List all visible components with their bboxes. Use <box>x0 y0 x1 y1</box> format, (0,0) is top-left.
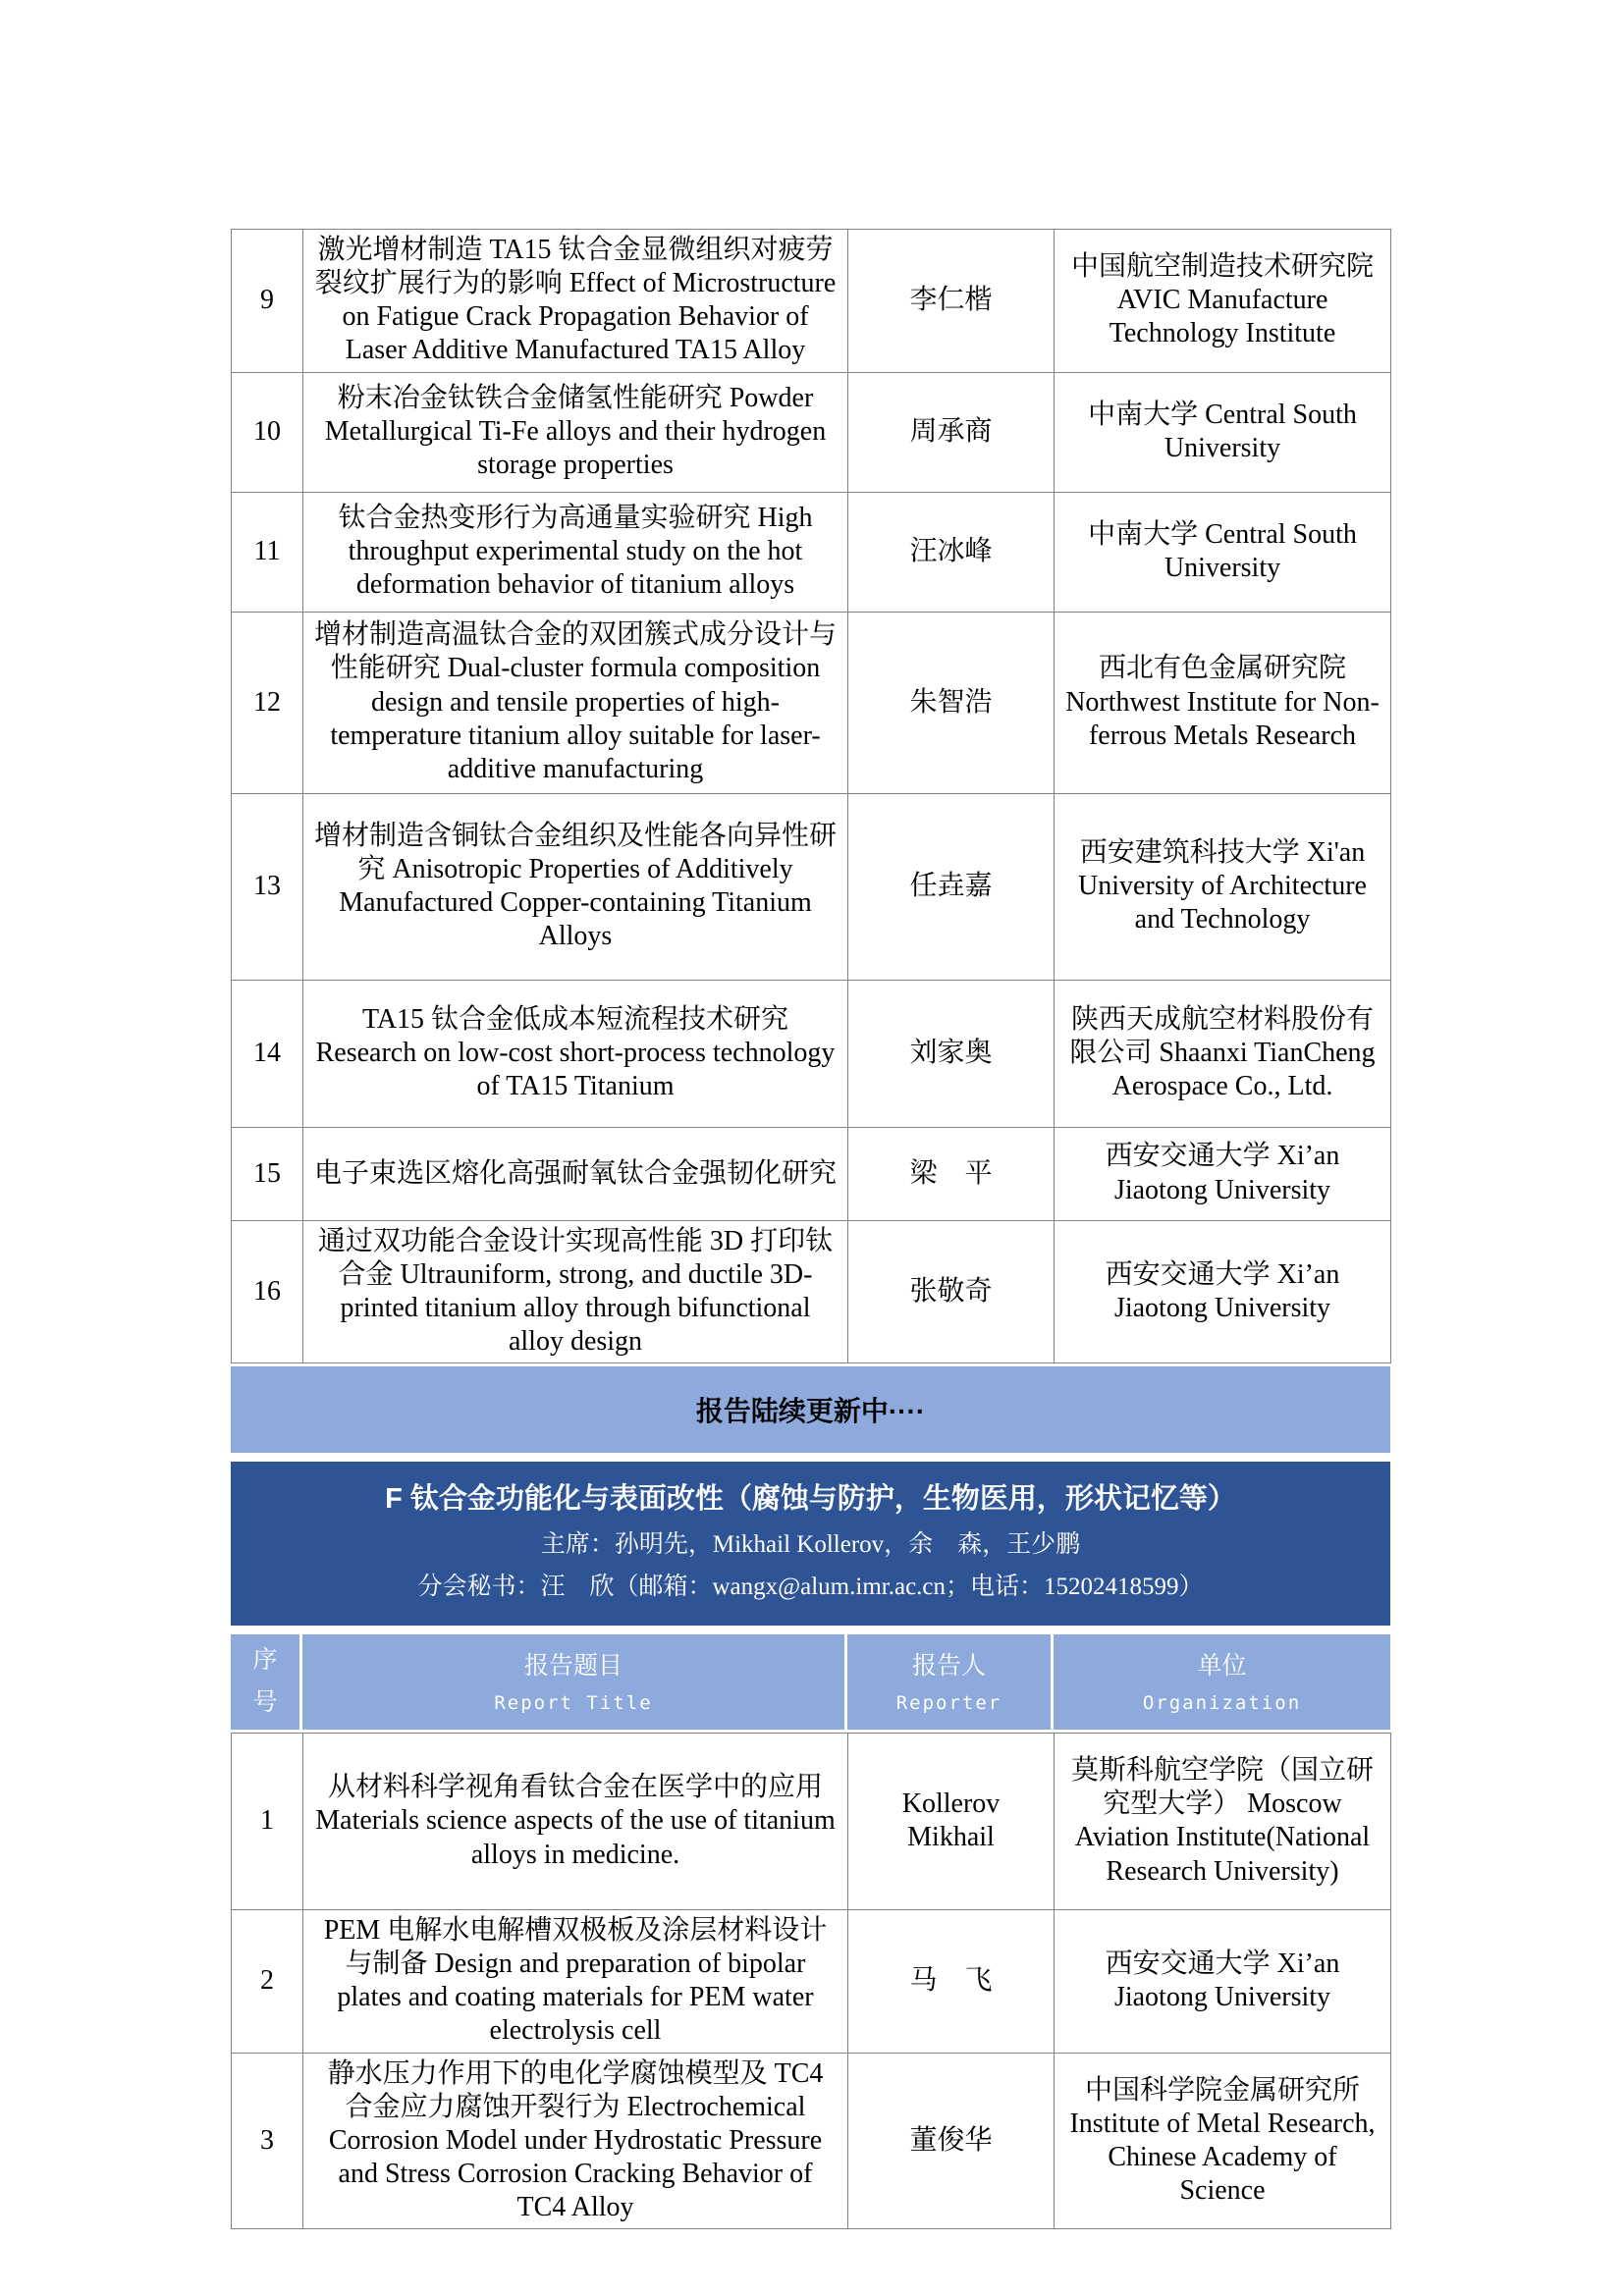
header-cell-number <box>231 1634 302 1730</box>
row-number: 16 <box>232 1220 303 1363</box>
reporter-name: 任垚嘉 <box>848 793 1055 980</box>
page-content <box>231 229 1390 2229</box>
organization: 西安建筑科技大学 Xi'an University of Architecture and Technology <box>1055 793 1391 980</box>
session-f-header <box>231 1462 1390 1626</box>
row-number: 14 <box>232 980 303 1127</box>
report-title: PEM 电解水电解槽双极板及涂层材料设计与制备 Design and preparation of bipolar plates and coating materials for PEM water electrolysis cell <box>303 1909 848 2053</box>
table-row <box>232 230 1391 373</box>
table-header-row <box>231 1634 1390 1730</box>
report-title: TA15 钛合金低成本短流程技术研究 Research on low-cost short-process technology of TA15 Titanium <box>303 980 848 1127</box>
table-row <box>232 1909 1391 2053</box>
header-title-zh: 报告题目 <box>523 1652 623 1681</box>
row-number: 9 <box>232 230 303 373</box>
row-number: 3 <box>232 2053 303 2229</box>
table-row <box>232 492 1391 612</box>
header-cell-organization <box>1054 1634 1390 1730</box>
report-title: 通过双功能合金设计实现高性能 3D 打印钛合金 Ultrauniform, strong, and ductile 3D-printed titanium alloy through bifunctional alloy design <box>303 1220 848 1363</box>
updates-banner-text: 报告陆续更新中···· <box>695 1396 926 1427</box>
header-title-en: Report Title <box>494 1691 653 1714</box>
header-number-line1: 序 <box>252 1646 278 1675</box>
report-title: 从材料科学视角看钛合金在医学中的应用 Materials science aspects of the use of titanium alloys in medicine. <box>303 1733 848 1909</box>
reporter-name: 董俊华 <box>848 2053 1055 2229</box>
table-row <box>232 612 1391 793</box>
row-number: 10 <box>232 372 303 492</box>
organization: 西安交通大学 Xi’an Jiaotong University <box>1055 1127 1391 1220</box>
row-number: 15 <box>232 1127 303 1220</box>
reporter-name: 张敬奇 <box>848 1220 1055 1363</box>
session-f-table <box>231 1733 1391 2229</box>
header-reporter-zh: 报告人 <box>911 1652 986 1681</box>
report-title: 电子束选区熔化高强耐氧钛合金强韧化研究 <box>303 1127 848 1220</box>
organization: 中南大学 Central South University <box>1055 372 1391 492</box>
header-reporter-en: Reporter <box>895 1691 1002 1714</box>
reporter-name: 马 飞 <box>848 1909 1055 2053</box>
table-row <box>232 1220 1391 1363</box>
organization: 中国科学院金属研究所 Institute of Metal Research, Chinese Academy of Science <box>1055 2053 1391 2229</box>
report-title: 增材制造高温钛合金的双团簇式成分设计与性能研究 Dual-cluster formula composition design and tensile properties of high-temperature titanium alloy suitable for laser-additive manufacturing <box>303 612 848 793</box>
header-cell-title <box>302 1634 847 1730</box>
row-number: 1 <box>232 1733 303 1909</box>
organization: 中国航空制造技术研究院 AVIC Manufacture Technology Institute <box>1055 230 1391 373</box>
report-title: 静水压力作用下的电化学腐蚀模型及 TC4 合金应力腐蚀开裂行为 Electrochemical Corrosion Model under Hydrostatic Pressure and Stress Corrosion Cracking Behavior of TC4 Alloy <box>303 2053 848 2229</box>
organization: 西北有色金属研究院 Northwest Institute for Non-ferrous Metals Research <box>1055 612 1391 793</box>
reporter-name: 李仁楷 <box>848 230 1055 373</box>
header-organization-en: Organization <box>1142 1691 1302 1714</box>
reporter-name: Kollerov Mikhail <box>848 1733 1055 1909</box>
organization: 中南大学 Central South University <box>1055 492 1391 612</box>
updates-banner <box>231 1366 1390 1453</box>
row-number: 2 <box>232 1909 303 2053</box>
organization: 西安交通大学 Xi’an Jiaotong University <box>1055 1220 1391 1363</box>
table-row <box>232 1733 1391 1909</box>
header-cell-reporter <box>847 1634 1054 1730</box>
table-row <box>232 980 1391 1127</box>
header-number-line2: 号 <box>252 1687 278 1716</box>
header-organization-zh: 单位 <box>1197 1652 1247 1681</box>
reporter-name: 刘家奥 <box>848 980 1055 1127</box>
reporter-name: 朱智浩 <box>848 612 1055 793</box>
row-number: 13 <box>232 793 303 980</box>
session-f-secretary: 分会秘书：汪 欣（邮箱：wangx@alum.imr.ac.cn；电话：15202418599） <box>417 1574 1204 1601</box>
session-f-chairs: 主席：孙明先，Mikhail Kollerov，余 森，王少鹏 <box>540 1530 1081 1558</box>
table-row <box>232 793 1391 980</box>
reporter-name: 梁 平 <box>848 1127 1055 1220</box>
reporter-name: 周承商 <box>848 372 1055 492</box>
organization: 陕西天成航空材料股份有限公司 Shaanxi TianCheng Aerospace Co., Ltd. <box>1055 980 1391 1127</box>
session-f-title: F 钛合金功能化与表面改性（腐蚀与防护，生物医用，形状记忆等） <box>385 1483 1236 1516</box>
table-row <box>232 372 1391 492</box>
report-title: 增材制造含铜钛合金组织及性能各向异性研究 Anisotropic Properties of Additively Manufactured Copper-containing Titanium Alloys <box>303 793 848 980</box>
report-title: 钛合金热变形行为高通量实验研究 High throughput experimental study on the hot deformation behavior of titanium alloys <box>303 492 848 612</box>
table-row <box>232 2053 1391 2229</box>
table-row <box>232 1127 1391 1220</box>
organization: 莫斯科航空学院（国立研究型大学） Moscow Aviation Institute(National Research University) <box>1055 1733 1391 1909</box>
report-title: 激光增材制造 TA15 钛合金显微组织对疲劳裂纹扩展行为的影响 Effect of Microstructure on Fatigue Crack Propagation Behavior of Laser Additive Manufactured TA15 Alloy <box>303 230 848 373</box>
reporter-name: 汪冰峰 <box>848 492 1055 612</box>
session-e-table <box>231 229 1391 1363</box>
organization: 西安交通大学 Xi’an Jiaotong University <box>1055 1909 1391 2053</box>
report-title: 粉末冶金钛铁合金储氢性能研究 Powder Metallurgical Ti-Fe alloys and their hydrogen storage properties <box>303 372 848 492</box>
row-number: 12 <box>232 612 303 793</box>
row-number: 11 <box>232 492 303 612</box>
